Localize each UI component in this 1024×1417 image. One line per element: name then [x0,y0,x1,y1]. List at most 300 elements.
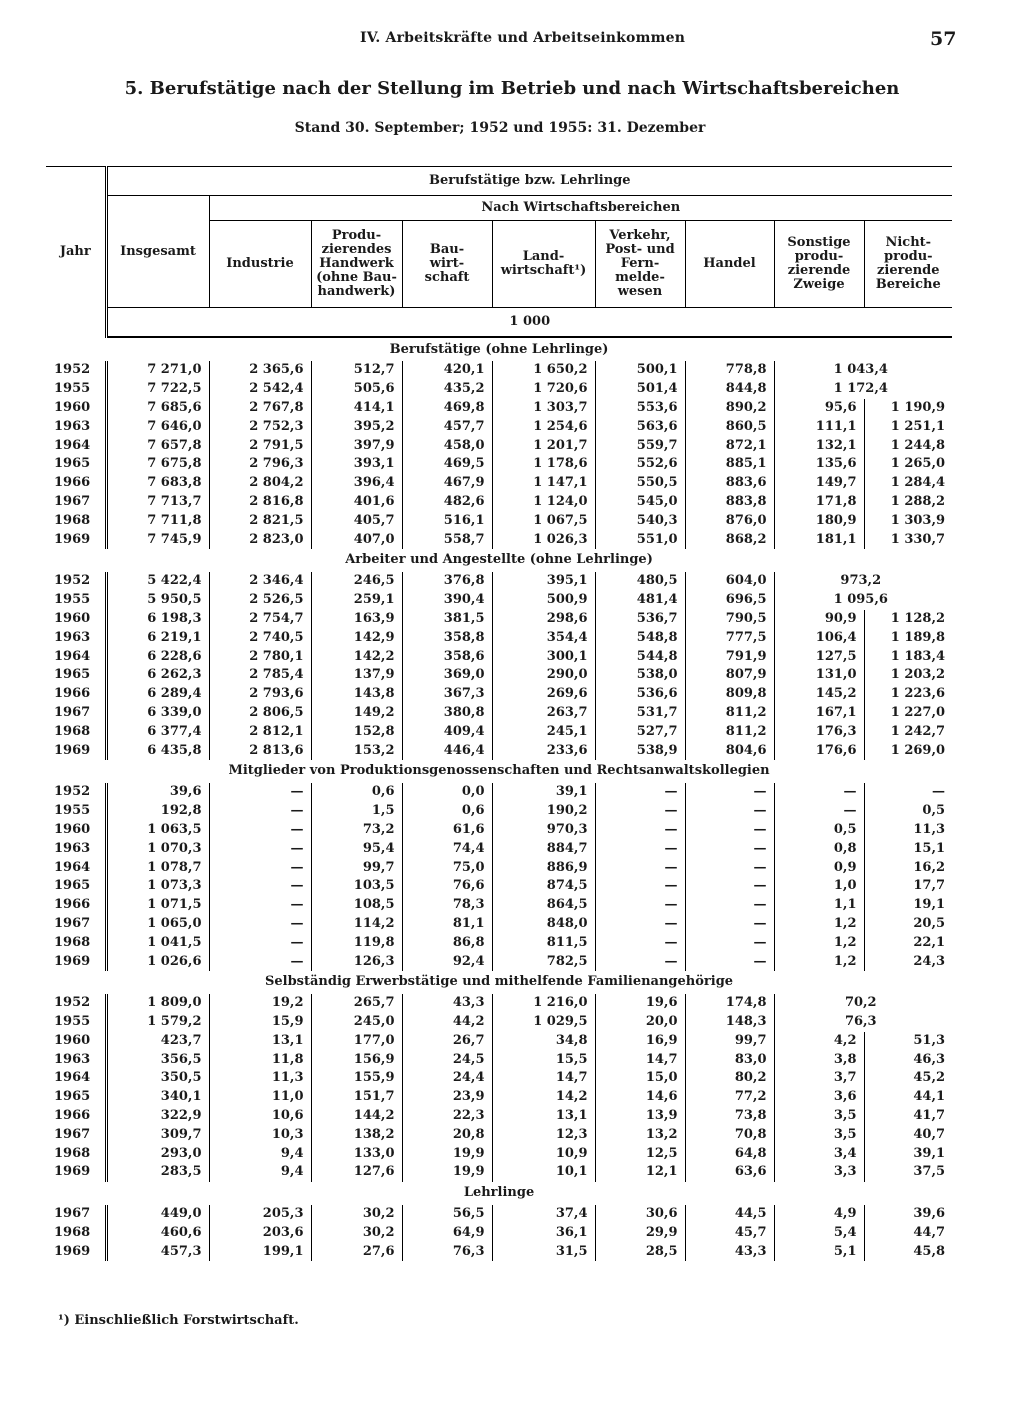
value-cell: 469,8 [402,399,492,418]
value-cell: 70,8 [685,1125,774,1144]
table-row [46,361,952,380]
year-cell: 1963 [54,418,91,434]
section-title: Berufstätige (ohne Lehrlinge) [389,341,609,357]
value-cell: 604,0 [685,572,774,591]
year-cell: 1967 [54,915,91,931]
value-cell: 540,3 [595,511,685,530]
section-title: Arbeiter und Angestellte (ohne Lehrlinge) [345,552,653,568]
value-cell: 81,1 [402,915,492,934]
value-cell: 480,5 [595,572,685,591]
year-cell: 1960 [54,610,91,626]
value-cell: 512,7 [311,361,402,380]
value-cell: 1 269,0 [864,741,952,760]
value-cell: 64,9 [402,1224,492,1243]
value-cell: 885,1 [685,455,774,474]
value-cell: — [685,933,774,952]
header-industrie: Industrie [209,221,311,308]
value-cell: 778,8 [685,361,774,380]
value-cell: 190,2 [492,802,595,821]
year-cell: 1968 [54,512,91,528]
value-cell: 460,6 [106,1224,209,1243]
value-cell: 127,6 [311,1163,402,1182]
value-cell: 28,5 [595,1242,685,1261]
value-cell: 1 330,7 [864,530,952,549]
value-cell: — [685,802,774,821]
value-cell: 807,9 [685,666,774,685]
value-cell: 3,5 [774,1107,864,1126]
table-row [46,436,952,455]
value-cell: 10,1 [492,1163,595,1182]
value-cell: 531,7 [595,704,685,723]
value-cell: 2 813,6 [209,741,311,760]
footnote: ¹) Einschließlich Forstwirtschaft. [58,1313,299,1328]
section-heading-row [46,760,952,783]
year-cell: 1955 [54,1014,91,1030]
value-cell: 0,8 [774,839,864,858]
year-cell: 1952 [54,362,91,378]
value-cell: 6 435,8 [106,741,209,760]
value-cell: 538,9 [595,741,685,760]
value-cell: 30,2 [311,1224,402,1243]
value-cell: 791,9 [685,647,774,666]
value-cell: 777,5 [685,628,774,647]
value-cell: 44,2 [402,1013,492,1032]
value-cell: 322,9 [106,1107,209,1126]
value-cell: — [685,839,774,858]
value-cell: 435,2 [402,380,492,399]
value-cell: 1 178,6 [492,455,595,474]
value-cell: 56,5 [402,1205,492,1224]
value-cell: 1 244,8 [864,436,952,455]
value-cell: — [685,915,774,934]
value-cell: 13,2 [595,1125,685,1144]
value-cell: 142,2 [311,647,402,666]
value-cell: 192,8 [106,802,209,821]
value-cell: 2 365,6 [209,361,311,380]
value-cell: 153,2 [311,741,402,760]
value-cell: 551,0 [595,530,685,549]
value-cell: 1 720,6 [492,380,595,399]
value-cell: 138,2 [311,1125,402,1144]
value-cell: 5 422,4 [106,572,209,591]
value-cell: 848,0 [492,915,595,934]
value-cell: 155,9 [311,1069,402,1088]
value-cell: 500,9 [492,591,595,610]
value-cell: — [209,915,311,934]
value-cell: 263,7 [492,704,595,723]
value-cell: 126,3 [311,952,402,971]
value-cell: 559,7 [595,436,685,455]
value-cell: 12,5 [595,1144,685,1163]
value-cell: 95,4 [311,839,402,858]
value-cell: 90,9 [774,610,864,629]
value-cell: 103,5 [311,877,402,896]
value-cell: 80,2 [685,1069,774,1088]
value-cell: 131,0 [774,666,864,685]
year-cell: 1966 [54,686,91,702]
value-cell: 40,7 [864,1125,952,1144]
value-cell: 0,9 [774,858,864,877]
value-cell: — [774,783,864,802]
value-cell: 99,7 [685,1032,774,1051]
value-cell: 381,5 [402,610,492,629]
year-cell: 1960 [54,1032,91,1048]
table-row [46,821,952,840]
value-cell: 7 713,7 [106,493,209,512]
table-row [46,839,952,858]
value-cell: 39,6 [106,783,209,802]
value-cell: 51,3 [864,1032,952,1051]
value-cell: 2 754,7 [209,610,311,629]
table-row [46,1125,952,1144]
table-row [46,1205,952,1224]
value-cell: 864,5 [492,896,595,915]
table-row [46,915,952,934]
value-cell: 505,6 [311,380,402,399]
value-cell: 45,8 [864,1242,952,1261]
value-cell: 1,5 [311,802,402,821]
year-cell: 1952 [54,784,91,800]
value-cell: 0,6 [402,802,492,821]
value-cell: 1 070,3 [106,839,209,858]
value-cell: 152,8 [311,722,402,741]
value-cell: 558,7 [402,530,492,549]
value-cell: 30,2 [311,1205,402,1224]
table-row [46,896,952,915]
merged-value-cell: 76,3 [774,1013,952,1032]
value-cell: 350,5 [106,1069,209,1088]
value-cell: — [209,783,311,802]
table-row [46,1242,952,1261]
header-insgesamt: Insgesamt [106,196,209,308]
value-cell: 553,6 [595,399,685,418]
year-cell: 1965 [54,456,91,472]
value-cell: 1 809,0 [106,994,209,1013]
value-cell: 298,6 [492,610,595,629]
year-cell: 1969 [54,953,91,969]
value-cell: 2 816,8 [209,493,311,512]
value-cell: 15,9 [209,1013,311,1032]
value-cell: 30,6 [595,1205,685,1224]
year-cell: 1964 [54,859,91,875]
value-cell: 15,0 [595,1069,685,1088]
value-cell: 135,6 [774,455,864,474]
value-cell: 269,6 [492,685,595,704]
value-cell: 76,6 [402,877,492,896]
year-cell: 1969 [54,1164,91,1180]
value-cell: 790,5 [685,610,774,629]
value-cell: — [774,802,864,821]
statistics-table [46,166,952,1261]
value-cell: 203,6 [209,1224,311,1243]
value-cell: 73,2 [311,821,402,840]
value-cell: 401,6 [311,493,402,512]
value-cell: — [209,802,311,821]
value-cell: 11,8 [209,1050,311,1069]
value-cell: 1 190,9 [864,399,952,418]
header-subgroup: Nach Wirtschaftsbereichen [209,196,952,221]
value-cell: 11,0 [209,1088,311,1107]
value-cell: 5,4 [774,1224,864,1243]
value-cell: — [685,896,774,915]
value-cell: 148,3 [685,1013,774,1032]
table-subtitle: Stand 30. September; 1952 und 1955: 31. Dezember [294,120,706,136]
value-cell: 1,0 [774,877,864,896]
value-cell: 106,4 [774,628,864,647]
value-cell: 145,2 [774,685,864,704]
header-unit: 1 000 [106,308,952,338]
table-row [46,530,952,549]
value-cell: 76,3 [402,1242,492,1261]
value-cell: 45,2 [864,1069,952,1088]
value-cell: 1 189,8 [864,628,952,647]
value-cell: 7 657,8 [106,436,209,455]
value-cell: 449,0 [106,1205,209,1224]
value-cell: 527,7 [595,722,685,741]
value-cell: 883,8 [685,493,774,512]
value-cell: 149,2 [311,704,402,723]
value-cell: 19,6 [595,994,685,1013]
value-cell: 970,3 [492,821,595,840]
value-cell: 309,7 [106,1125,209,1144]
value-cell: 92,4 [402,952,492,971]
table-title: 5. Berufstätige nach der Stellung im Betrieb und nach Wirtschaftsbereichen [124,78,900,99]
value-cell: 380,8 [402,704,492,723]
header-handel: Handel [685,221,774,308]
value-cell: 16,9 [595,1032,685,1051]
value-cell: 144,2 [311,1107,402,1126]
value-cell: 111,1 [774,417,864,436]
table-row [46,704,952,723]
value-cell: 536,7 [595,610,685,629]
value-cell: 114,2 [311,915,402,934]
header-jahr: Jahr [46,167,106,338]
value-cell: 7 646,0 [106,417,209,436]
value-cell: 563,6 [595,417,685,436]
value-cell: 205,3 [209,1205,311,1224]
value-cell: 15,5 [492,1050,595,1069]
table-row [46,685,952,704]
value-cell: 44,1 [864,1088,952,1107]
value-cell: 1,1 [774,896,864,915]
table-row [46,647,952,666]
value-cell: 133,0 [311,1144,402,1163]
value-cell: 19,1 [864,896,952,915]
value-cell: 1 284,4 [864,474,952,493]
value-cell: 2 791,5 [209,436,311,455]
value-cell: 75,0 [402,858,492,877]
value-cell: 99,7 [311,858,402,877]
table-row [46,1088,952,1107]
year-cell: 1967 [54,493,91,509]
value-cell: 1 128,2 [864,610,952,629]
value-cell: 356,5 [106,1050,209,1069]
year-cell: 1955 [54,803,91,819]
year-cell: 1968 [54,1145,91,1161]
value-cell: 137,9 [311,666,402,685]
value-cell: 265,7 [311,994,402,1013]
value-cell: 1 067,5 [492,511,595,530]
value-cell: 545,0 [595,493,685,512]
value-cell: — [595,896,685,915]
value-cell: 538,0 [595,666,685,685]
table-row [46,722,952,741]
value-cell: 78,3 [402,896,492,915]
year-cell: 1963 [54,1051,91,1067]
value-cell: 29,9 [595,1224,685,1243]
value-cell: 199,1 [209,1242,311,1261]
table-row [46,1050,952,1069]
value-cell: 3,6 [774,1088,864,1107]
value-cell: 1 254,6 [492,417,595,436]
value-cell: 3,8 [774,1050,864,1069]
value-cell: 2 812,1 [209,722,311,741]
value-cell: 149,7 [774,474,864,493]
value-cell: 142,9 [311,628,402,647]
value-cell: 27,6 [311,1242,402,1261]
value-cell: 163,9 [311,610,402,629]
value-cell: 37,5 [864,1163,952,1182]
value-cell: 2 740,5 [209,628,311,647]
value-cell: — [595,933,685,952]
value-cell: 293,0 [106,1144,209,1163]
value-cell: 2 785,4 [209,666,311,685]
value-cell: 1 223,6 [864,685,952,704]
header-sonstige: Sonstige produ- zierende Zweige [774,221,864,308]
merged-value-cell: 973,2 [774,572,952,591]
value-cell: 143,8 [311,685,402,704]
value-cell: 804,6 [685,741,774,760]
value-cell: 3,5 [774,1125,864,1144]
value-cell: 883,6 [685,474,774,493]
table-row [46,572,952,591]
value-cell: 1 303,9 [864,511,952,530]
value-cell: 458,0 [402,436,492,455]
value-cell: 1 288,2 [864,493,952,512]
value-cell: 63,6 [685,1163,774,1182]
year-cell: 1955 [54,592,91,608]
year-cell: 1965 [54,667,91,683]
value-cell: — [209,896,311,915]
value-cell: — [209,821,311,840]
value-cell: 44,5 [685,1205,774,1224]
value-cell: — [595,952,685,971]
table-row [46,1069,952,1088]
section-title: Mitglieder von Produktionsgenossenschaften und Rechtsanwaltskollegien [228,763,770,779]
table-row [46,628,952,647]
table-row [46,399,952,418]
value-cell: 0,0 [402,783,492,802]
value-cell: 2 823,0 [209,530,311,549]
value-cell: 31,5 [492,1242,595,1261]
value-cell: 1 078,7 [106,858,209,877]
value-cell: 696,5 [685,591,774,610]
value-cell: 95,6 [774,399,864,418]
value-cell: 811,5 [492,933,595,952]
value-cell: 73,8 [685,1107,774,1126]
value-cell: 1,2 [774,952,864,971]
value-cell: 874,5 [492,877,595,896]
value-cell: 2 780,1 [209,647,311,666]
value-cell: 10,9 [492,1144,595,1163]
value-cell: 26,7 [402,1032,492,1051]
value-cell: 1 579,2 [106,1013,209,1032]
value-cell: 844,8 [685,380,774,399]
value-cell: 2 526,5 [209,591,311,610]
value-cell: 500,1 [595,361,685,380]
year-cell: 1966 [54,1108,91,1124]
value-cell: 811,2 [685,722,774,741]
table-row [46,511,952,530]
value-cell: 11,3 [864,821,952,840]
table-row [46,493,952,512]
value-cell: 39,1 [864,1144,952,1163]
value-cell: 7 675,8 [106,455,209,474]
value-cell: 13,1 [492,1107,595,1126]
value-cell: 516,1 [402,511,492,530]
header-group: Berufstätige bzw. Lehrlinge [106,167,952,196]
table-row [46,952,952,971]
value-cell: 10,3 [209,1125,311,1144]
value-cell: 809,8 [685,685,774,704]
value-cell: 64,8 [685,1144,774,1163]
table-row [46,1144,952,1163]
value-cell: 1 073,3 [106,877,209,896]
header-bauwirtschaft: Bau- wirt- schaft [402,221,492,308]
value-cell: 245,0 [311,1013,402,1032]
value-cell: 6 228,6 [106,647,209,666]
table-row [46,877,952,896]
value-cell: 0,6 [311,783,402,802]
value-cell: 14,2 [492,1088,595,1107]
value-cell: 890,2 [685,399,774,418]
value-cell: 44,7 [864,1224,952,1243]
year-cell: 1969 [54,742,91,758]
value-cell: 24,4 [402,1069,492,1088]
value-cell: 536,6 [595,685,685,704]
value-cell: 6 219,1 [106,628,209,647]
value-cell: 2 346,4 [209,572,311,591]
value-cell: 156,9 [311,1050,402,1069]
value-cell: 390,4 [402,591,492,610]
value-cell: 5 950,5 [106,591,209,610]
year-cell: 1968 [54,1225,91,1241]
header-handwerk: Produ- zierendes Handwerk (ohne Bau- handwerk) [311,221,402,308]
value-cell: 0,5 [774,821,864,840]
value-cell: 369,0 [402,666,492,685]
value-cell: 19,9 [402,1144,492,1163]
value-cell: 876,0 [685,511,774,530]
year-cell: 1965 [54,1089,91,1105]
value-cell: 10,6 [209,1107,311,1126]
value-cell: — [595,877,685,896]
year-cell: 1963 [54,629,91,645]
value-cell: 7 711,8 [106,511,209,530]
table-row [46,994,952,1013]
value-cell: 1 063,5 [106,821,209,840]
table-row [46,417,952,436]
header-nichtproduzierende: Nicht- produ- zierende Bereiche [864,221,952,308]
value-cell: — [685,952,774,971]
value-cell: — [595,839,685,858]
value-cell: 300,1 [492,647,595,666]
value-cell: 467,9 [402,474,492,493]
value-cell: 46,3 [864,1050,952,1069]
value-cell: 1 029,5 [492,1013,595,1032]
value-cell: 782,5 [492,952,595,971]
value-cell: 61,6 [402,821,492,840]
year-cell: 1969 [54,1243,91,1259]
